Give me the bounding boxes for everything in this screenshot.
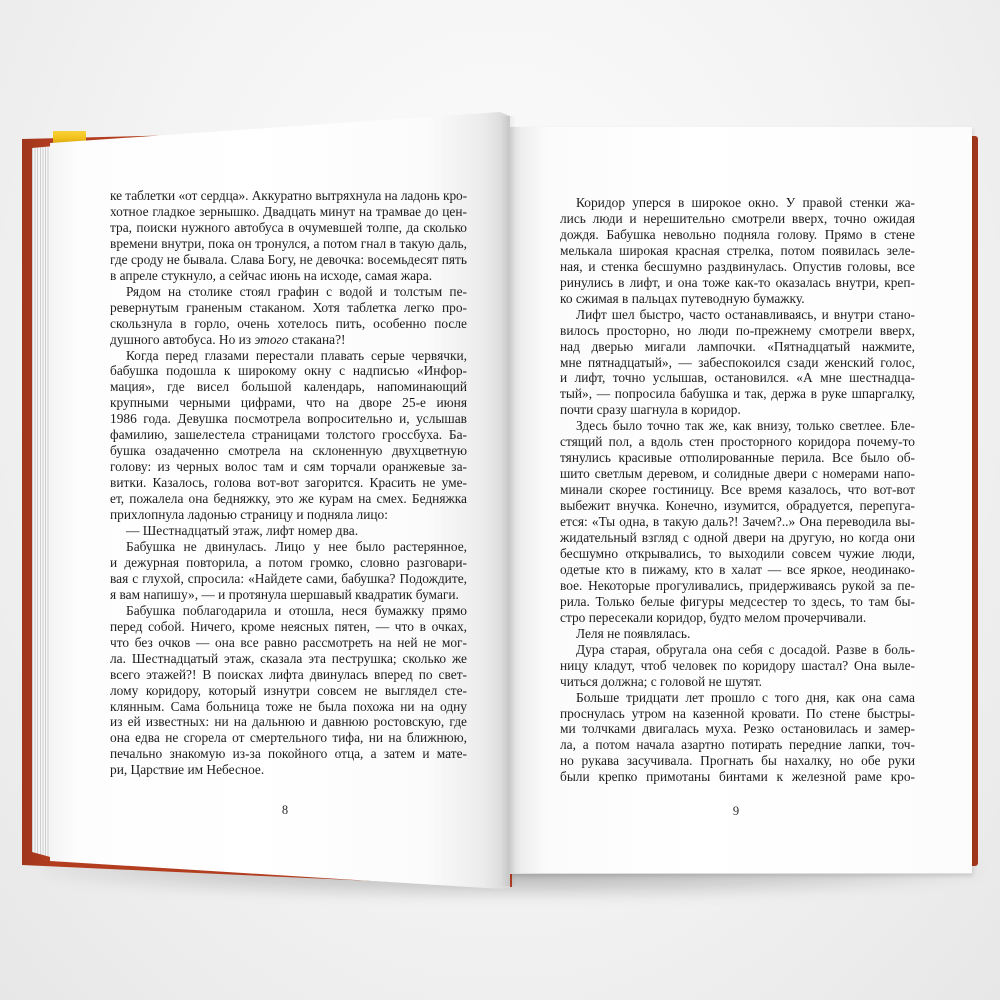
text-line: читься должна; с головой не шутят.	[560, 673, 763, 689]
text-line: но рукава засучивала. Прогнать бы нахалку, но обе руки	[560, 753, 915, 769]
text-line: скользнула в горло, очень хотелось пить, особенно после	[110, 315, 467, 331]
text-line: стящий пол, а вдоль стен просторного коридора почему-то	[560, 434, 915, 450]
text-line: что без очков — она все равно рассмотреть на ней не мог-	[110, 634, 467, 650]
text-line: бушка озадаченно смотрела на склоненную двухцветную	[110, 443, 467, 459]
text-line: ке таблетки «от сердца». Аккуратно вытряхнула на ладонь кро-	[110, 188, 467, 203]
text-line: фамилию, зашелестела страницами толстого гроссбуха. Ба-	[110, 427, 467, 443]
text-line: минали скорее гостиницу. Все время казалось, что вот-вот	[560, 482, 915, 498]
left-page-text	[110, 188, 467, 778]
text-line: ко сжимая в пальцах путеводную бумажку.	[560, 290, 805, 306]
text-line: ми толчками двигалась муха. Резко остановилась и замер-	[560, 721, 915, 737]
text-line: бабушка подошла к широкому окну с надписью «Инфор-	[110, 363, 467, 379]
text-line: — Шестнадцатый этаж, лифт номер два.	[126, 523, 359, 539]
text-line: Бабушка не двинулась. Лицо у нее было растерянное,	[126, 538, 467, 554]
text-line: вое. Некоторые прогуливались, придерживаясь рукой за пе-	[560, 577, 915, 593]
text-line: тянулись красивые отполированные перила. Все было об-	[560, 450, 915, 466]
paragraph	[110, 348, 467, 523]
text-line: и дежурная повторила, а потом громко, словно разговари-	[110, 554, 467, 570]
text-line: Дура старая, обругала она себя с досадой. Разве в боль-	[576, 641, 915, 657]
text-line: тый», — попросила бабушка и так, держа в руке шпаргалку,	[560, 386, 915, 402]
text-line: ная, и стенка бесшумно раздвинулась. Опустив головы, все	[560, 258, 915, 274]
text-line: мация», где висел большой календарь, напоминающий	[110, 379, 467, 395]
text-segment: душного автобуса. Но из	[110, 331, 255, 347]
text-line: витки. Казалось, голова вот-вот загорится. Красить не уме-	[110, 475, 467, 491]
text-line: лись люди и нерешительно смотрели вверх, точно ожидая	[560, 210, 915, 226]
text-line	[110, 332, 467, 348]
text-line: Лифт шел быстро, часто останавливаясь, и внутри стано-	[576, 306, 915, 322]
paragraph	[110, 188, 467, 284]
text-line: в апреле стукнуло, а сейчас июнь на исходе, самая жара.	[110, 267, 433, 283]
text-line: 1986 года. Девушка посмотрела вопросительно и, услышав	[110, 411, 467, 427]
text-line: почти сразу шагнула в коридор.	[560, 402, 741, 418]
text-line: Коридор уперся в широкое окно. У правой стенки жа-	[576, 195, 915, 210]
paragraph	[110, 539, 467, 603]
text-line: хотное гладкое зернышко. Двадцать минут на трамвае до цен-	[110, 203, 467, 219]
text-line: и лифт, точно услышав, остановился. «А мне шестнадца-	[560, 370, 915, 386]
paragraph	[560, 690, 915, 786]
text-line: ри, Царствие им Небесное.	[110, 762, 265, 778]
text-line: перед собой. Ничего, кроме неясных пятен, — что в очках,	[110, 618, 467, 634]
text-line: лому коридору, который изнутри совсем не выглядел сте-	[110, 682, 467, 698]
paragraph	[560, 195, 915, 307]
text-line: ла. Шестнадцатый этаж, сказала эта пеструшка; сколько же	[110, 650, 467, 666]
text-line: вая с глухой, спросила: «Найдете сами, бабушка? Подождите,	[110, 570, 467, 586]
text-line: Рядом на столике стоял графин с водой и толстым пе-	[126, 283, 467, 299]
text-line: рила. Только белые фигуры медсестер то здесь, то там бы-	[560, 593, 915, 609]
text-line: были крепко примотаны бинтами к железной раме кро-	[560, 769, 915, 785]
text-line: ницу кладут, чтоб человек по коридору шастал? Она выле-	[560, 657, 915, 673]
text-line: из ей известных: ни на дальнюю и давнюю ростовскую, где	[110, 714, 467, 730]
text-line: выбежит внучка. Конечно, изумится, обрадуется, перепуга-	[560, 498, 915, 514]
text-line: мелькала широкая красная стрелка, потом появилась зеле-	[560, 242, 915, 258]
text-line: жидательный взгляд с одной двери на другую, но когда они	[560, 530, 915, 546]
text-line: тра, поиски нужного автобуса в очумевшей толпе, да сколько	[110, 219, 467, 235]
text-line: Когда перед глазами перестали плавать серые червячки,	[126, 347, 467, 363]
text-line: Леля не появлялась.	[576, 625, 691, 641]
text-line: шито светлым деревом, и солидные двери с номерами напо-	[560, 466, 915, 482]
text-line: времени внутри, пока он тронулся, а потом гнал в такую даль,	[110, 235, 467, 251]
page-number-right: 9	[732, 804, 740, 818]
text-line: где сроду не бывала. Слава Богу, не девочка: восемьдесят пять	[110, 251, 467, 267]
text-line: проснулась утром на казенной кровати. По стене быстры-	[560, 705, 915, 721]
text-line: крупными черными цифрами, что на дворе 25-е июня	[110, 395, 467, 411]
right-page-text	[560, 195, 915, 785]
text-segment: стакана?!	[288, 331, 346, 347]
text-line: вилось просторно, но люди по-прежнему смотрели вверх,	[560, 322, 915, 338]
text-line: ет, пожалела она бедняжку, это же курам на смех. Бедняжка	[110, 491, 467, 507]
paragraph	[560, 307, 915, 419]
paragraph	[560, 626, 915, 642]
text-line: она едва не сгорела от смертельного тифа, ни на ближнюю,	[110, 730, 467, 746]
text-line: стро пересекали коридор, будто мелом прочерчивали.	[560, 609, 867, 625]
text-line: мне пятнадцатый», — забеспокоился сзади женский голос,	[560, 354, 915, 370]
text-line: голову: из черных волос там и сям торчали оранжевые за-	[110, 459, 467, 475]
text-line: над дверью мигали лампочки. «Пятнадцатый нажмите,	[560, 338, 915, 354]
text-line: Бабушка поблагодарила и отошла, неся бумажку прямо	[126, 602, 467, 618]
text-line: я вам напишу», — и протянула шершавый квадратик бумаги.	[110, 586, 459, 602]
paragraph	[560, 642, 915, 690]
text-line: клянным. Сама больница тоже не была похожа ни на одну	[110, 698, 467, 714]
text-line: Здесь было точно так же, как внизу, только светлее. Бле-	[576, 418, 915, 434]
text-line: прихлопнула ладонью страницу и подняла лицо:	[110, 507, 388, 523]
paragraph	[560, 418, 915, 625]
italic-emphasis: этого	[254, 331, 289, 347]
paragraph	[110, 523, 467, 539]
paragraph	[110, 284, 467, 348]
text-line: печально знакомую из-за покойного отца, а затем и мате-	[110, 746, 467, 762]
text-line: дождя. Бабушка невольно подняла голову. Прямо в стене	[560, 226, 915, 242]
text-line: ревернутым граненым стаканом. Хотя таблетка легко про-	[110, 299, 467, 315]
text-line: ется: «Ты одна, в такую даль?! Зачем?..» Она переводила вы-	[560, 514, 915, 530]
text-line: Больше тридцати лет прошло с того дня, как она сама	[576, 689, 915, 705]
paragraph	[110, 603, 467, 778]
spine-shadow	[500, 116, 516, 886]
text-line: ринулись в лифт, и она тоже как-то оказалась внутри, креп-	[560, 274, 915, 290]
page-number-left: 8	[281, 803, 289, 817]
text-line: ла, а потом начала азартно потирать передние лапки, точ-	[560, 737, 915, 753]
text-line: бесшумно открывались, то выходили совсем чужие люди,	[560, 545, 915, 561]
text-line: всего этажей?! В поисках лифта двинулась вперед по свет-	[110, 666, 467, 682]
text-line: одетые кто в пижаму, кто в халат — все яркое, неодинако-	[560, 561, 915, 577]
